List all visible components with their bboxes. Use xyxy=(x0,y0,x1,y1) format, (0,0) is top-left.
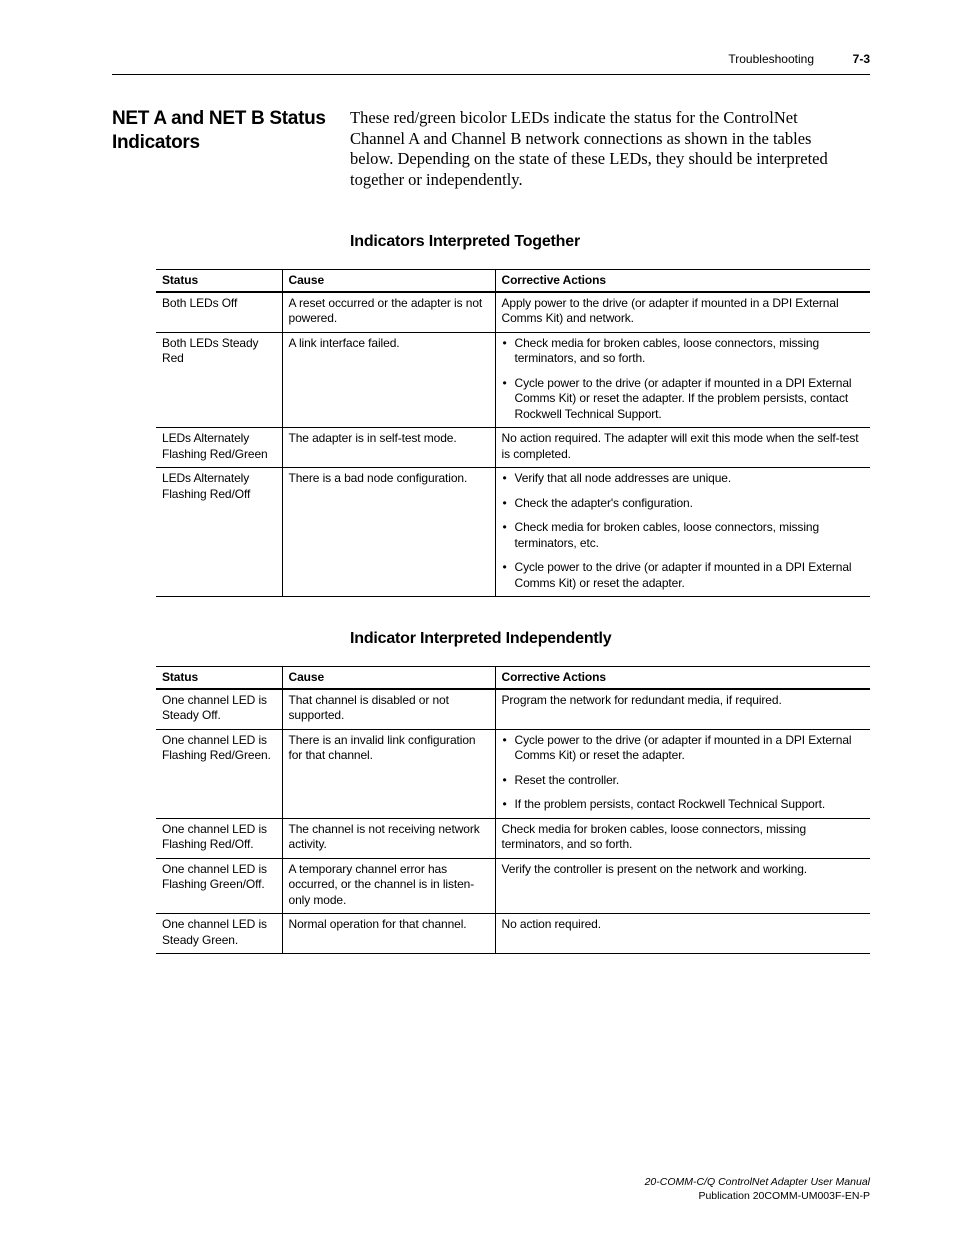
cause-cell: Normal operation for that channel. xyxy=(282,914,495,954)
action-item: • Verify that all node addresses are unique. xyxy=(502,471,865,487)
cause-cell: The channel is not receiving network activity. xyxy=(282,818,495,858)
table-title-together: Indicators Interpreted Together xyxy=(350,233,580,250)
status-cell: Both LEDs Steady Red xyxy=(156,332,282,428)
cause-cell: There is a bad node configuration. xyxy=(282,468,495,597)
cause-cell: A temporary channel error has occurred, or the channel is in listen-only mode. xyxy=(282,858,495,914)
page-header xyxy=(112,52,870,68)
cause-cell: That channel is disabled or not supported. xyxy=(282,689,495,730)
table-row xyxy=(156,332,870,428)
column-header-cause: Cause xyxy=(282,667,495,689)
column-header-actions: Corrective Actions xyxy=(495,270,870,292)
action-cell xyxy=(495,729,870,818)
table-row xyxy=(156,468,870,597)
action-cell: Program the network for redundant media, if required. xyxy=(495,689,870,730)
cause-cell: A link interface failed. xyxy=(282,332,495,428)
table-row xyxy=(156,729,870,818)
table-indicators-independent xyxy=(156,666,870,954)
cause-cell: A reset occurred or the adapter is not powered. xyxy=(282,292,495,333)
action-cell: No action required. xyxy=(495,914,870,954)
table-title-independent: Indicator Interpreted Independently xyxy=(350,630,612,647)
action-cell xyxy=(495,332,870,428)
table-row xyxy=(156,292,870,333)
column-header-status: Status xyxy=(156,667,282,689)
footer-publication-number: Publication 20COMM-UM003F-EN-P xyxy=(698,1190,870,1202)
action-item: • Check the adapter's configuration. xyxy=(502,496,865,512)
section-heading xyxy=(112,107,332,155)
cause-cell: The adapter is in self-test mode. xyxy=(282,428,495,468)
action-list xyxy=(502,733,865,813)
action-item: • Check media for broken cables, loose connectors, missing terminators, etc. xyxy=(502,520,865,551)
action-list xyxy=(502,336,865,423)
column-header-actions: Corrective Actions xyxy=(495,667,870,689)
column-header-status: Status xyxy=(156,270,282,292)
section-heading-line-1: NET A and NET B Status xyxy=(112,108,326,129)
table-row xyxy=(156,428,870,468)
status-cell: LEDs Alternately Flashing Red/Off xyxy=(156,468,282,597)
action-cell xyxy=(495,468,870,597)
action-item: • If the problem persists, contact Rockwell Technical Support. xyxy=(502,797,865,813)
table-row xyxy=(156,818,870,858)
status-cell: One channel LED is Flashing Red/Off. xyxy=(156,818,282,858)
action-cell: Verify the controller is present on the network and working. xyxy=(495,858,870,914)
action-cell: No action required. The adapter will exit this mode when the self-test is completed. xyxy=(495,428,870,468)
table-header-row xyxy=(156,270,870,292)
page-footer xyxy=(645,1175,870,1203)
table-row xyxy=(156,689,870,730)
action-item: • Cycle power to the drive (or adapter if mounted in a DPI External Comms Kit) or reset the adapter. If the problem persists, contact Rockwell Technical Support. xyxy=(502,376,865,423)
table-indicators-together xyxy=(156,269,870,597)
status-cell: One channel LED is Steady Off. xyxy=(156,689,282,730)
table-row xyxy=(156,858,870,914)
footer-manual-title: 20-COMM-C/Q ControlNet Adapter User Manual xyxy=(644,1176,870,1188)
status-cell: One channel LED is Flashing Red/Green. xyxy=(156,729,282,818)
status-cell: One channel LED is Flashing Green/Off. xyxy=(156,858,282,914)
column-header-cause: Cause xyxy=(282,270,495,292)
action-item: • Cycle power to the drive (or adapter if mounted in a DPI External Comms Kit) or reset the adapter. xyxy=(502,733,865,764)
cause-cell: There is an invalid link configuration for that channel. xyxy=(282,729,495,818)
table-header-row xyxy=(156,667,870,689)
status-cell: One channel LED is Steady Green. xyxy=(156,914,282,954)
action-cell: Check media for broken cables, loose connectors, missing terminators, and so forth. xyxy=(495,818,870,858)
header-section-title: Troubleshooting xyxy=(728,52,814,66)
page-number: 7-3 xyxy=(852,52,870,66)
action-item: • Cycle power to the drive (or adapter if mounted in a DPI External Comms Kit) or reset the adapter. xyxy=(502,560,865,591)
action-item: • Check media for broken cables, loose connectors, missing terminators, and so forth. xyxy=(502,336,865,367)
table-row xyxy=(156,914,870,954)
action-list xyxy=(502,471,865,591)
status-cell: Both LEDs Off xyxy=(156,292,282,333)
intro-paragraph: These red/green bicolor LEDs indicate the status for the ControlNet Channel A and Channel B network connections as shown in the tables below. Depending on the state of these LEDs, they should be interpreted together or independently. xyxy=(350,108,828,189)
action-cell: Apply power to the drive (or adapter if mounted in a DPI External Comms Kit) and network. xyxy=(495,292,870,333)
status-cell: LEDs Alternately Flashing Red/Green xyxy=(156,428,282,468)
section-heading-line-2: Indicators xyxy=(112,132,200,153)
header-rule xyxy=(112,74,870,75)
action-item: • Reset the controller. xyxy=(502,773,865,789)
